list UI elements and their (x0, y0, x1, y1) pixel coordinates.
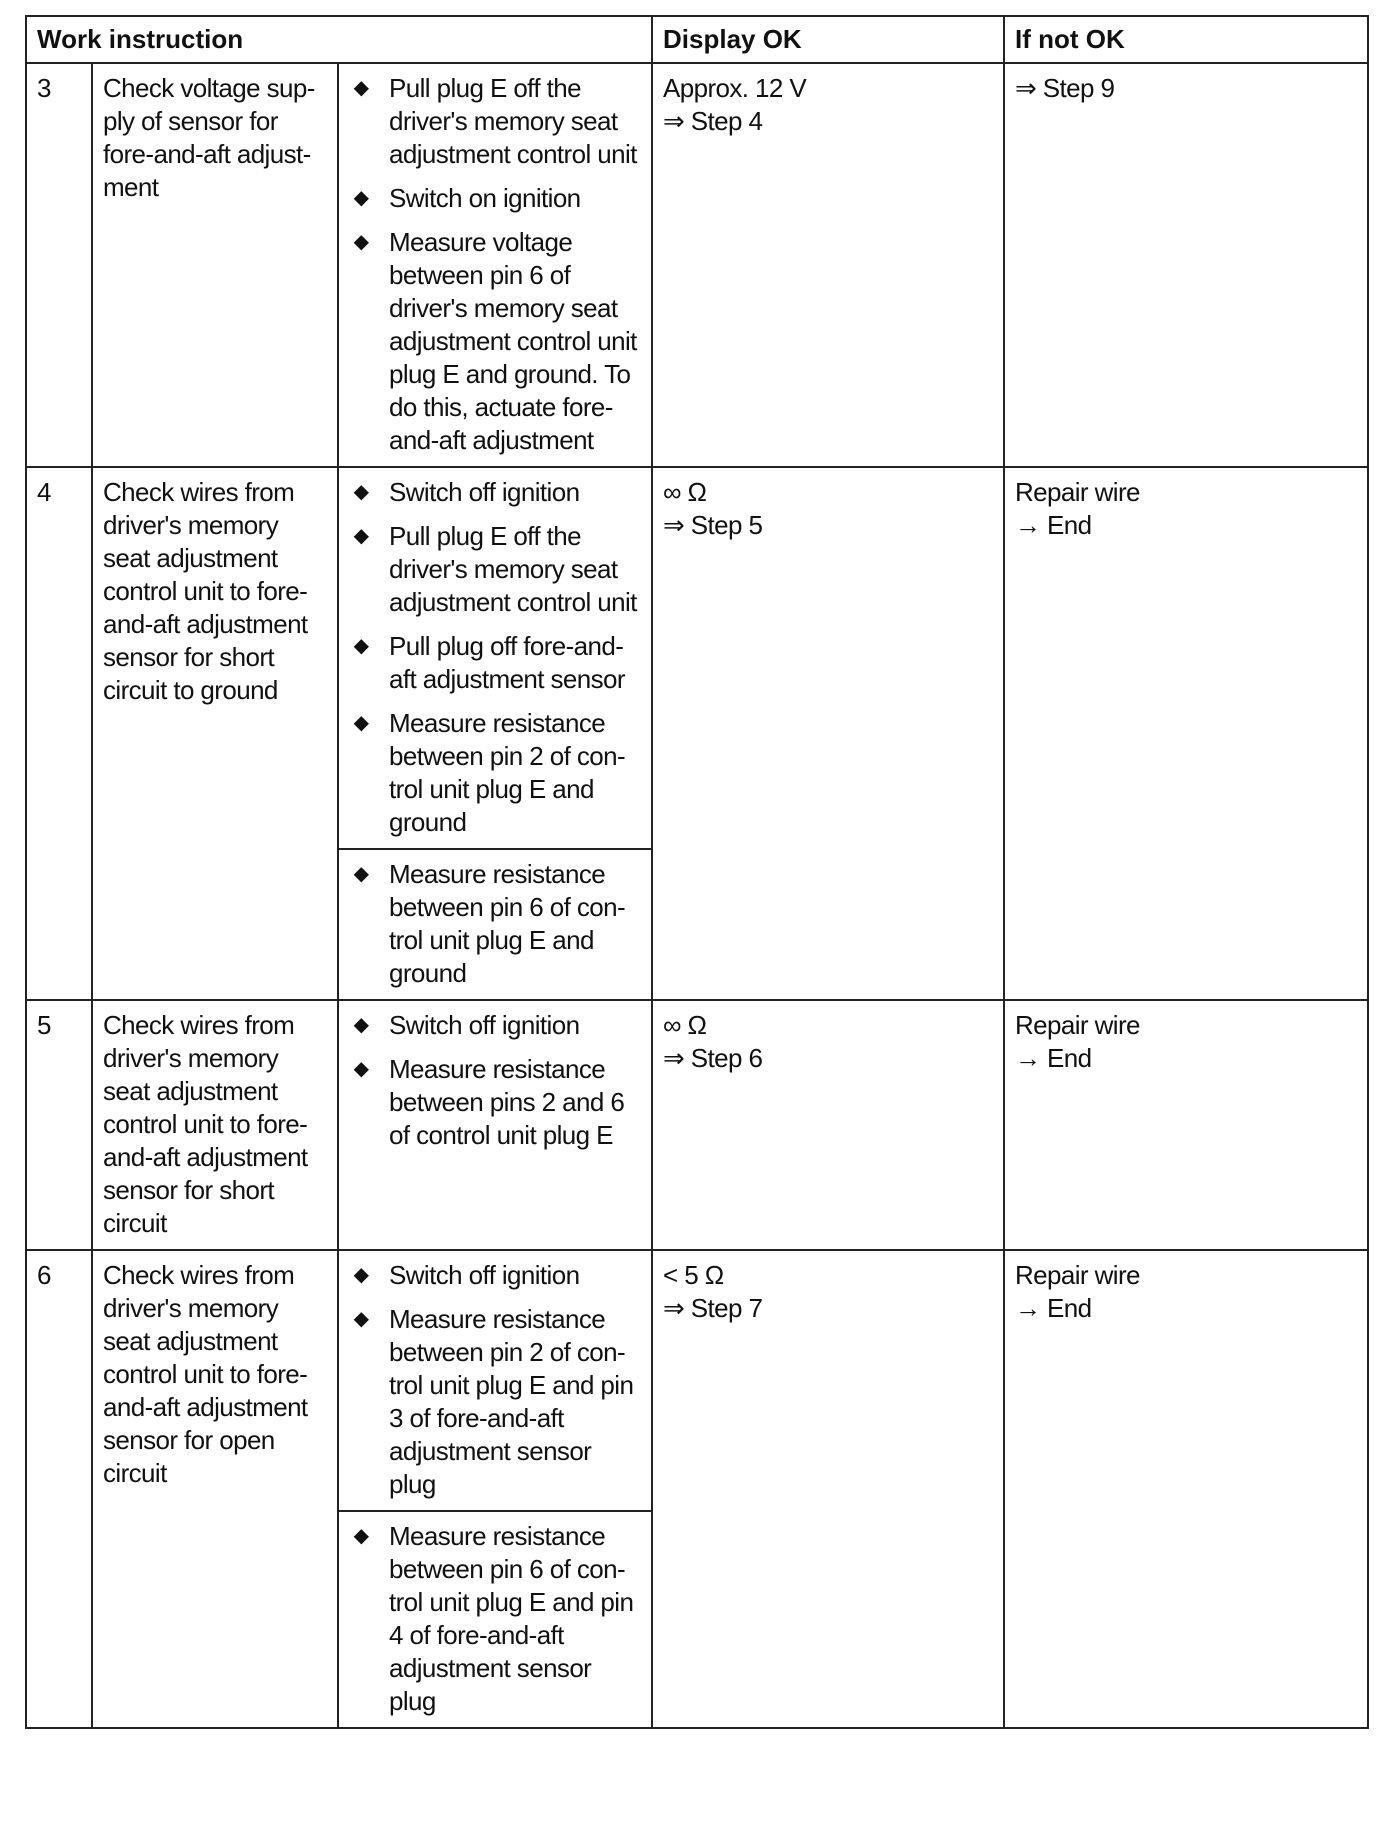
action-item (349, 1053, 641, 1152)
diamond-bullet-icon: ◆ (353, 231, 369, 253)
action-item (349, 630, 641, 696)
step-description (92, 1000, 338, 1250)
description-line: Check wires from (103, 1260, 295, 1290)
description-line: sensor for open (103, 1425, 275, 1455)
description-line: seat adjustment (103, 543, 278, 573)
diamond-bullet-icon: ◆ (353, 187, 369, 209)
step-number: 6 (26, 1250, 92, 1728)
description-line: control unit to fore- (103, 576, 308, 606)
description-line: sensor for short (103, 642, 275, 672)
if-not-ok (1004, 1000, 1368, 1250)
if-not-ok-line: → End (1015, 510, 1092, 540)
step-description (92, 1250, 338, 1728)
action-text: Switch off ignition (389, 1260, 580, 1290)
diamond-bullet-icon: ◆ (353, 863, 369, 885)
action-text: Measure voltage between pin 6 of driver's memory seat adjustment control unit plug E and ground. To do this, actuate fore-and-aft adjustment (389, 227, 637, 455)
description-line: driver's memory (103, 1043, 279, 1073)
action-text: Switch on ignition (389, 183, 581, 213)
display-ok-line: ⇒ Step 7 (663, 1293, 763, 1323)
diamond-bullet-icon: ◆ (353, 712, 369, 734)
action-text: Pull plug off fore-and-aft adjustment sensor (389, 631, 625, 694)
work-instruction-table (25, 15, 1369, 1729)
action-item (349, 1520, 641, 1718)
action-list (349, 1259, 641, 1501)
step-description (92, 467, 338, 1000)
action-text: Switch off ignition (389, 1010, 580, 1040)
action-item (349, 1009, 641, 1042)
step-number: 5 (26, 1000, 92, 1250)
action-item (349, 226, 641, 457)
action-item (349, 1303, 641, 1501)
work-instruction-page (25, 15, 1367, 1729)
action-group (338, 467, 652, 849)
step-description (92, 63, 338, 467)
description-line: sensor for short (103, 1175, 275, 1205)
if-not-ok-line: → End (1015, 1293, 1092, 1323)
action-text: Switch off ignition (389, 477, 580, 507)
description-line: and-aft adjustment (103, 1142, 308, 1172)
action-list (349, 1520, 641, 1718)
if-not-ok-line: Repair wire (1015, 1010, 1140, 1040)
display-ok-line: ∞ Ω (663, 477, 707, 507)
description-line: seat adjustment (103, 1076, 278, 1106)
diamond-bullet-icon: ◆ (353, 525, 369, 547)
action-group (338, 1000, 652, 1250)
action-list (349, 1009, 641, 1152)
diamond-bullet-icon: ◆ (353, 1308, 369, 1330)
if-not-ok-line: Repair wire (1015, 477, 1140, 507)
action-item (349, 707, 641, 839)
if-not-ok-line: ⇒ Step 9 (1015, 73, 1115, 103)
table-row (26, 1000, 1368, 1250)
action-text: Pull plug E off the driver's memory seat adjustment control unit (389, 521, 637, 617)
action-list (349, 476, 641, 839)
description-line: seat adjustment (103, 1326, 278, 1356)
diamond-bullet-icon: ◆ (353, 1058, 369, 1080)
description-line: Check wires from (103, 477, 295, 507)
display-ok-line: ⇒ Step 4 (663, 106, 763, 136)
action-item (349, 476, 641, 509)
action-group (338, 1250, 652, 1511)
action-text: Measure resistance between pins 2 and 6 of control unit plug E (389, 1054, 625, 1150)
description-line: control unit to fore- (103, 1109, 308, 1139)
action-item (349, 520, 641, 619)
display-ok (652, 1000, 1004, 1250)
display-ok-line: ⇒ Step 6 (663, 1043, 763, 1073)
action-group (338, 63, 652, 467)
diamond-bullet-icon: ◆ (353, 1014, 369, 1036)
description-line: and-aft adjustment (103, 609, 308, 639)
step-number: 4 (26, 467, 92, 1000)
step-number: 3 (26, 63, 92, 467)
description-line: ment (103, 172, 159, 202)
description-line: circuit to ground (103, 675, 278, 705)
description-line: circuit (103, 1458, 167, 1488)
if-not-ok (1004, 63, 1368, 467)
description-line: driver's memory (103, 510, 279, 540)
header-display-ok: Display OK (652, 16, 1004, 63)
action-item (349, 72, 641, 171)
header-work-instruction: Work instruction (26, 16, 652, 63)
action-text: Measure resistance between pin 6 of con-trol unit plug E and pin 4 of fore-and-aft adjustment sensor plug (389, 1521, 634, 1716)
action-text: Measure resistance between pin 2 of con-trol unit plug E and pin 3 of fore-and-aft adjustment sensor plug (389, 1304, 634, 1499)
header-if-not-ok: If not OK (1004, 16, 1368, 63)
action-item (349, 858, 641, 990)
if-not-ok (1004, 1250, 1368, 1728)
diamond-bullet-icon: ◆ (353, 77, 369, 99)
description-line: control unit to fore- (103, 1359, 308, 1389)
display-ok (652, 63, 1004, 467)
action-group (338, 849, 652, 1000)
description-line: circuit (103, 1208, 167, 1238)
diamond-bullet-icon: ◆ (353, 481, 369, 503)
diamond-bullet-icon: ◆ (353, 1525, 369, 1547)
description-line: fore-and-aft adjust- (103, 139, 311, 169)
header-row (26, 16, 1368, 63)
if-not-ok (1004, 467, 1368, 1000)
action-list (349, 72, 641, 457)
if-not-ok-line: Repair wire (1015, 1260, 1140, 1290)
description-line: Check wires from (103, 1010, 295, 1040)
diamond-bullet-icon: ◆ (353, 1264, 369, 1286)
display-ok-line: < 5 Ω (663, 1260, 724, 1290)
description-line: and-aft adjustment (103, 1392, 308, 1422)
action-list (349, 858, 641, 990)
table-row (26, 63, 1368, 467)
table-body (26, 63, 1368, 1728)
action-item (349, 182, 641, 215)
action-text: Measure resistance between pin 6 of con-trol unit plug E and ground (389, 859, 626, 988)
description-line: ply of sensor for (103, 106, 278, 136)
action-text: Measure resistance between pin 2 of con-trol unit plug E and ground (389, 708, 626, 837)
diamond-bullet-icon: ◆ (353, 635, 369, 657)
if-not-ok-line: → End (1015, 1043, 1092, 1073)
table-row (26, 1250, 1368, 1511)
table-row (26, 467, 1368, 849)
display-ok (652, 467, 1004, 1000)
display-ok-line: ⇒ Step 5 (663, 510, 763, 540)
action-text: Pull plug E off the driver's memory seat adjustment control unit (389, 73, 637, 169)
display-ok-line: Approx. 12 V (663, 73, 807, 103)
display-ok (652, 1250, 1004, 1728)
action-group (338, 1511, 652, 1728)
description-line: Check voltage sup- (103, 73, 315, 103)
description-line: driver's memory (103, 1293, 279, 1323)
display-ok-line: ∞ Ω (663, 1010, 707, 1040)
action-item (349, 1259, 641, 1292)
